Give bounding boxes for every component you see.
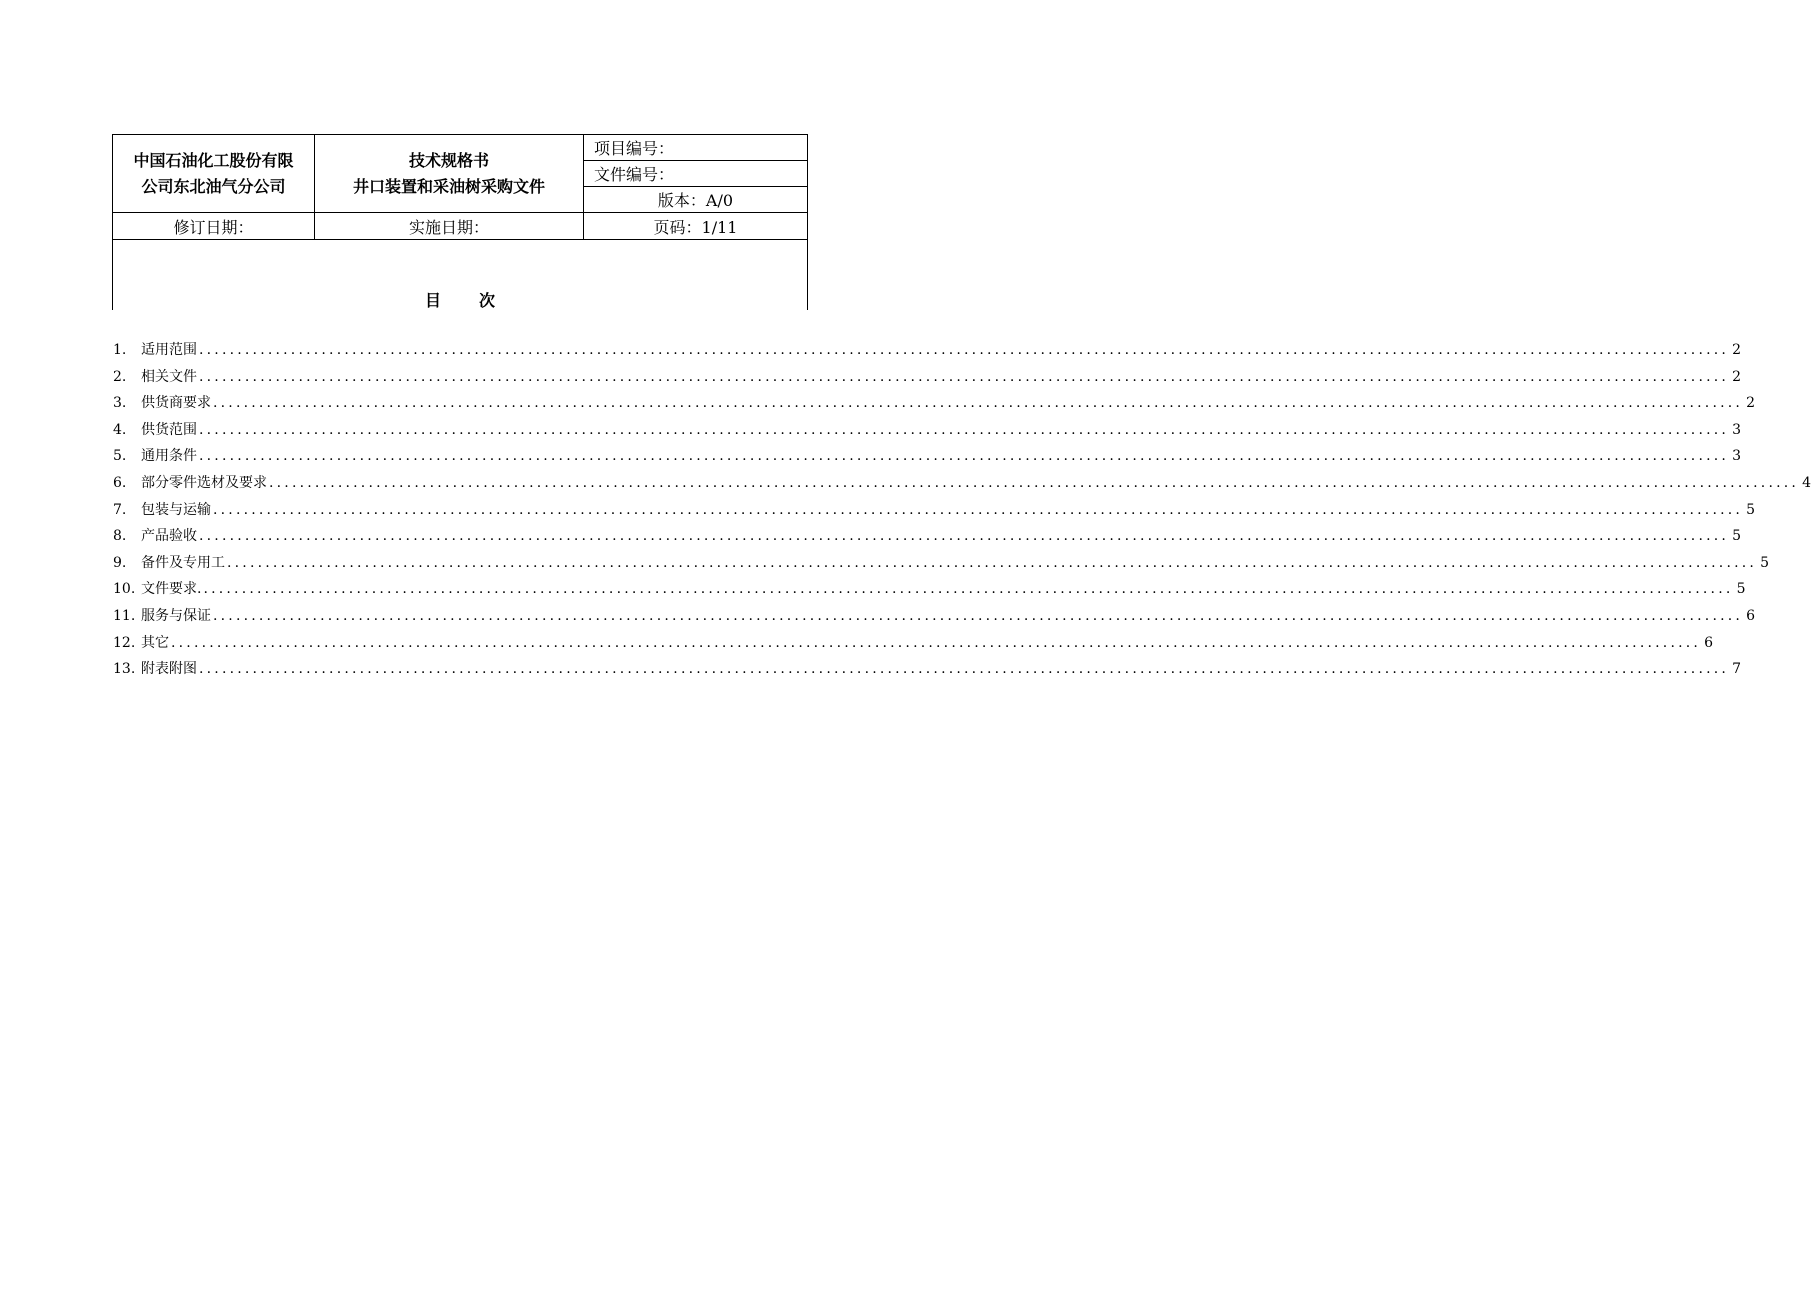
toc-entry-page: 5: [1746, 501, 1756, 518]
toc-entry[interactable]: [113, 552, 1770, 579]
toc-entry[interactable]: [113, 419, 1742, 446]
company-name-line1: 中国石油化工股份有限: [133, 150, 294, 170]
toc-entry-title: 包装与运输: [141, 501, 211, 518]
table-of-contents: [113, 339, 1811, 685]
toc-entry[interactable]: [113, 366, 1742, 393]
toc-entry-page: 4: [1802, 474, 1811, 491]
toc-entry-page: 5: [1736, 581, 1746, 598]
toc-entry-number: 3.: [113, 395, 127, 412]
toc-entry-title: 附表附图: [141, 661, 197, 678]
document-header-table: [112, 134, 807, 311]
toc-entry-number: 1.: [113, 342, 127, 358]
document-title-cell: [315, 135, 584, 213]
toc-dot-leader: ........................................................................................................................................................................................................: [227, 554, 1758, 571]
toc-entry[interactable]: [113, 578, 1746, 605]
file-number-field: 文件编号：: [584, 161, 808, 187]
toc-heading: [113, 288, 807, 311]
toc-entry-title: 适用范围: [141, 342, 197, 358]
toc-heading-cell: [113, 240, 808, 311]
toc-entry-page: 2: [1732, 368, 1742, 385]
toc-entry-number: 4.: [113, 421, 127, 438]
toc-entry-title: 文件要求.: [141, 581, 202, 598]
toc-entry-title: 部分零件选材及要求: [141, 474, 267, 491]
toc-entry-number: 7.: [113, 501, 127, 518]
toc-dot-leader: ........................................................................................................................................................................................................: [199, 448, 1730, 465]
toc-entry-page: 5: [1760, 554, 1770, 571]
toc-entry-number: 9.: [113, 554, 127, 571]
page-number-field: 页码：1/11: [584, 213, 808, 240]
document-title-line2: 井口装置和采油树采购文件: [352, 176, 545, 196]
toc-entry-page: 5: [1732, 528, 1742, 545]
toc-entry-title: 服务与保证: [141, 607, 211, 624]
toc-entry-title: 其它: [141, 634, 169, 651]
toc-entry[interactable]: [113, 339, 1742, 366]
toc-dot-leader: ........................................................................................................................................................................................................: [171, 634, 1702, 651]
company-name-line2: 公司东北油气分公司: [141, 176, 286, 196]
toc-dot-leader: ........................................................................................................................................................................................................: [199, 342, 1730, 358]
toc-entry-title: 供货商要求: [141, 395, 211, 412]
toc-entry-number: 8.: [113, 528, 127, 545]
toc-heading-char1: 目: [424, 291, 441, 310]
toc-entry-number: 13.: [113, 661, 136, 678]
toc-entry-page: 2: [1732, 342, 1742, 358]
toc-entry[interactable]: [113, 525, 1742, 552]
toc-entry-title: 通用条件: [141, 448, 197, 465]
toc-entry-page: 7: [1732, 661, 1742, 678]
toc-entry-number: 11.: [113, 607, 136, 624]
toc-entry[interactable]: [113, 632, 1714, 659]
effective-date-field: 实施日期：: [315, 213, 584, 240]
toc-heading-char2: 次: [479, 291, 496, 310]
toc-dot-leader: ........................................................................................................................................................................................................: [199, 528, 1730, 545]
toc-dot-leader: ........................................................................................................................................................................................................: [199, 368, 1730, 385]
toc-entry-title: 相关文件: [141, 368, 197, 385]
toc-dot-leader: ........................................................................................................................................................................................................: [269, 474, 1800, 491]
toc-entry[interactable]: [113, 499, 1756, 526]
toc-entry-page: 3: [1732, 421, 1742, 438]
toc-dot-leader: ........................................................................................................................................................................................................: [213, 501, 1744, 518]
toc-entry[interactable]: [113, 658, 1742, 685]
company-name-cell: [113, 135, 315, 213]
toc-entry-page: 6: [1746, 607, 1756, 624]
revision-date-field: 修订日期：: [113, 213, 315, 240]
toc-entry[interactable]: [113, 605, 1756, 632]
toc-entry-title: 供货范围: [141, 421, 197, 438]
toc-entry-number: 5.: [113, 448, 127, 465]
toc-entry-number: 10.: [113, 581, 136, 598]
toc-entry-number: 6.: [113, 474, 127, 491]
toc-dot-leader: ........................................................................................................................................................................................................: [213, 395, 1744, 412]
toc-entry[interactable]: [113, 445, 1742, 472]
document-title-line1: 技术规格书: [408, 150, 489, 170]
project-number-field: 项目编号：: [584, 135, 808, 161]
toc-entry-number: 2.: [113, 368, 127, 385]
toc-entry-title: 产品验收: [141, 528, 197, 545]
toc-entry-number: 12.: [113, 634, 136, 651]
toc-entry-page: 3: [1732, 448, 1742, 465]
toc-entry-title: 备件及专用工: [141, 554, 225, 571]
version-field: 版本：A/0: [584, 187, 808, 213]
toc-dot-leader: ........................................................................................................................................................................................................: [203, 581, 1734, 598]
toc-entry[interactable]: [113, 472, 1811, 499]
toc-dot-leader: ........................................................................................................................................................................................................: [199, 661, 1730, 678]
toc-entry-page: 2: [1746, 395, 1756, 412]
toc-entry[interactable]: [113, 392, 1756, 419]
toc-entry-page: 6: [1704, 634, 1714, 651]
toc-dot-leader: ........................................................................................................................................................................................................: [213, 607, 1744, 624]
toc-dot-leader: ........................................................................................................................................................................................................: [199, 421, 1730, 438]
